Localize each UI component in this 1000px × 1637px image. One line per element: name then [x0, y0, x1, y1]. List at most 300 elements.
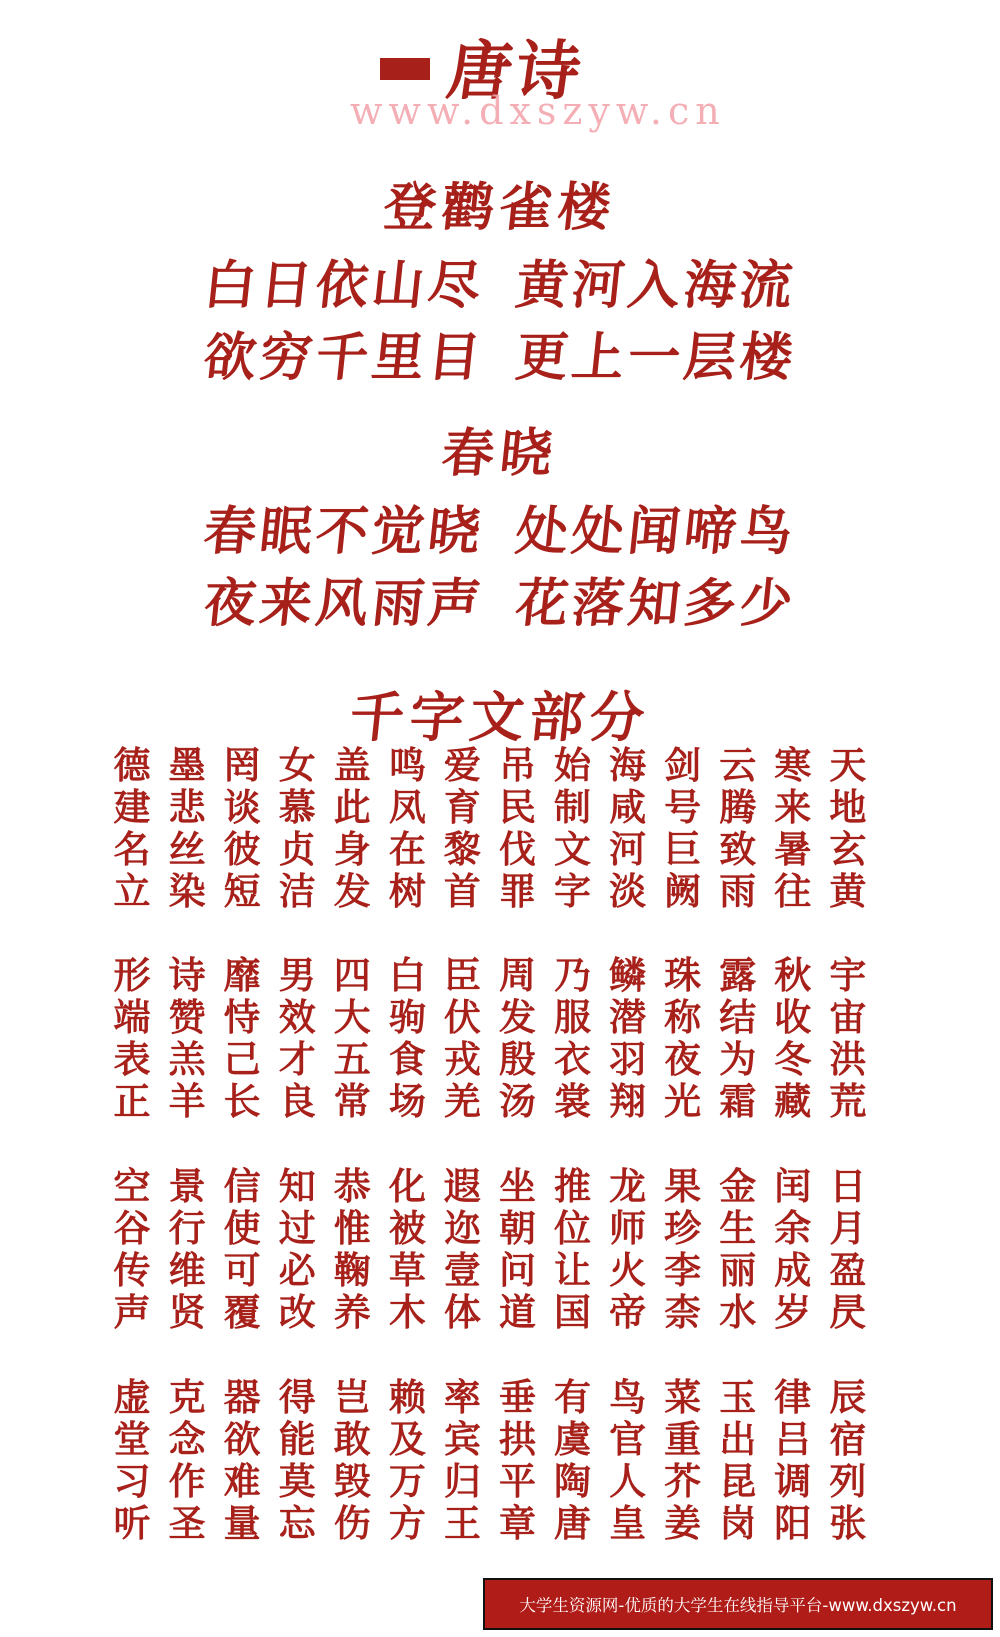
qianziwen-char: 羔: [168, 1037, 206, 1081]
qianziwen-char: 慕: [278, 785, 316, 829]
qianziwen-char: 发: [498, 995, 536, 1039]
qianziwen-char: 女: [278, 743, 316, 787]
qianziwen-char: 衣: [554, 1037, 591, 1081]
qianziwen-char: 建: [113, 785, 151, 829]
qianziwen-char: 冬: [774, 1037, 812, 1081]
qianziwen-char: 行: [168, 1206, 206, 1250]
qianziwen-char: 河: [609, 827, 647, 871]
qianziwen-char: 过: [278, 1206, 316, 1250]
qianziwen-char: 忘: [278, 1501, 316, 1545]
qianziwen-char: 爱: [443, 743, 481, 787]
qianziwen-char: 体: [443, 1290, 481, 1334]
qianziwen-char: 草: [388, 1248, 426, 1292]
qianziwen-char: 丽: [719, 1248, 757, 1292]
poem-line: [0, 255, 1000, 316]
qianziwen-char: 量: [223, 1501, 261, 1545]
qianziwen-char: 腾: [719, 785, 757, 829]
qianziwen-phrase-column: [826, 954, 870, 1122]
qianziwen-char: 短: [223, 869, 261, 913]
qianziwen-char: 改: [278, 1290, 316, 1334]
qianziwen-char: 王: [443, 1501, 481, 1545]
qianziwen-char: 鸟: [609, 1375, 647, 1419]
qianziwen-phrase-column: [440, 1165, 484, 1333]
qianziwen-char: 果: [664, 1164, 702, 1208]
qianziwen-char: 淡: [609, 869, 647, 913]
qianziwen-char: 形: [113, 953, 151, 997]
qianziwen-char: 巨: [664, 827, 702, 871]
qianziwen-char: 必: [278, 1248, 316, 1292]
qianziwen-phrase-column: [385, 1165, 429, 1333]
qianziwen-char: 国: [554, 1290, 591, 1334]
qianziwen-phrase-column: [495, 1165, 539, 1333]
qianziwen-char: 玄: [829, 827, 867, 871]
qianziwen-char: 姜: [664, 1501, 702, 1545]
qianziwen-phrase-column: [661, 954, 705, 1122]
qianziwen-char: 知: [278, 1164, 316, 1208]
qianziwen-char: 海: [609, 743, 647, 787]
qianziwen-char: 昃: [829, 1290, 867, 1334]
qianziwen-char: 余: [774, 1206, 812, 1250]
qianziwen-char: 墨: [168, 743, 206, 787]
qianziwen-title: 千字文部分: [346, 685, 654, 749]
qianziwen-char: 才: [278, 1037, 316, 1081]
qianziwen-char: 称: [664, 995, 702, 1039]
qianziwen-char: 露: [719, 953, 757, 997]
qianziwen-char: 迩: [443, 1206, 481, 1250]
qianziwen-phrase-column: [771, 1165, 815, 1333]
qianziwen-phrase-column: [606, 1376, 650, 1544]
qianziwen-char: 欲: [223, 1417, 261, 1461]
qianziwen-char: 闰: [774, 1164, 812, 1208]
qianziwen-char: 成: [774, 1248, 812, 1292]
qianziwen-char: 表: [113, 1037, 151, 1081]
qianziwen-char: 立: [113, 869, 151, 913]
qianziwen-char: 黄: [829, 869, 867, 913]
qianziwen-char: 恃: [223, 995, 261, 1039]
qianziwen-phrase-column: [440, 954, 484, 1122]
qianziwen-char: 诗: [168, 953, 206, 997]
qianziwen-char: 臣: [443, 953, 481, 997]
qianziwen-char: 岂: [333, 1375, 371, 1419]
qianziwen-char: 雨: [719, 869, 757, 913]
qianziwen-char: 名: [113, 827, 151, 871]
qianziwen-phrase-column: [220, 1165, 264, 1333]
poem-line: [0, 573, 1000, 634]
qianziwen-block: [110, 1376, 870, 1544]
qianziwen-char: 此: [333, 785, 371, 829]
qianziwen-char: 树: [388, 869, 426, 913]
qianziwen-char: 效: [278, 995, 316, 1039]
qianziwen-char: 大: [333, 995, 371, 1039]
qianziwen-char: 调: [774, 1459, 812, 1503]
qianziwen-char: 难: [223, 1459, 261, 1503]
qianziwen-phrase-column: [220, 954, 264, 1122]
qianziwen-phrase-column: [440, 1376, 484, 1544]
poem-line: [0, 501, 1000, 562]
qianziwen-char: 收: [774, 995, 812, 1039]
qianziwen-char: 地: [829, 785, 867, 829]
qianziwen-char: 李: [664, 1248, 702, 1292]
qianziwen-char: 致: [719, 827, 757, 871]
qianziwen-char: 洁: [278, 869, 316, 913]
qianziwen-char: 率: [443, 1375, 481, 1419]
qianziwen-phrase-column: [385, 1376, 429, 1544]
qianziwen-char: 虞: [554, 1417, 591, 1461]
qianziwen-phrase-column: [826, 1376, 870, 1544]
qianziwen-phrase-column: [495, 1376, 539, 1544]
qianziwen-char: 民: [498, 785, 536, 829]
qianziwen-char: 传: [113, 1248, 151, 1292]
qianziwen-char: 号: [664, 785, 702, 829]
qianziwen-char: 天: [829, 743, 867, 787]
qianziwen-phrase-column: [110, 744, 154, 912]
qianziwen-char: 师: [609, 1206, 647, 1250]
qianziwen-char: 黎: [443, 827, 481, 871]
qianziwen-char: 始: [554, 743, 591, 787]
qianziwen-char: 覆: [223, 1290, 261, 1334]
qianziwen-char: 文: [554, 827, 591, 871]
qianziwen-char: 毁: [333, 1459, 371, 1503]
qianziwen-char: 归: [443, 1459, 481, 1503]
qianziwen-char: 念: [168, 1417, 206, 1461]
title-accent-bar: [380, 58, 430, 80]
qianziwen-char: 彼: [223, 827, 261, 871]
qianziwen-char: 化: [388, 1164, 426, 1208]
poem-title: 春晓: [438, 423, 562, 484]
poem-line: [0, 327, 1000, 388]
footer-banner-text: 大学生资源网-优质的大学生在线指导平台-www.dxszyw.cn: [519, 1596, 957, 1615]
qianziwen-phrase-column: [275, 1376, 319, 1544]
qianziwen-char: 唐: [554, 1501, 591, 1545]
qianziwen-char: 玉: [719, 1375, 757, 1419]
qianziwen-char: 让: [554, 1248, 591, 1292]
qianziwen-char: 寒: [774, 743, 812, 787]
qianziwen-char: 翔: [609, 1079, 647, 1123]
footer-banner: [483, 1578, 993, 1630]
qianziwen-char: 结: [719, 995, 757, 1039]
qianziwen-phrase-column: [220, 1376, 264, 1544]
qianziwen-phrase-column: [330, 744, 374, 912]
qianziwen-char: 端: [113, 995, 151, 1039]
qianziwen-char: 人: [609, 1459, 647, 1503]
qianziwen-char: 鳞: [609, 953, 647, 997]
poem-half-line: 夜来风雨声: [200, 573, 488, 634]
qianziwen-char: 水: [719, 1290, 757, 1334]
qianziwen-char: 赖: [388, 1375, 426, 1419]
qianziwen-char: 凤: [388, 785, 426, 829]
qianziwen-char: 裳: [554, 1079, 591, 1123]
qianziwen-char: 己: [223, 1037, 261, 1081]
qianziwen-char: 宾: [443, 1417, 481, 1461]
qianziwen-phrase-column: [826, 744, 870, 912]
qianziwen-char: 岗: [719, 1501, 757, 1545]
qianziwen-char: 垂: [498, 1375, 536, 1419]
qianziwen-char: 在: [388, 827, 426, 871]
poem-half-line: 白日依山尽: [200, 255, 488, 316]
qianziwen-phrase-column: [110, 954, 154, 1122]
qianziwen-char: 长: [223, 1079, 261, 1123]
qianziwen-phrase-column: [330, 1376, 374, 1544]
qianziwen-char: 习: [113, 1459, 151, 1503]
qianziwen-phrase-column: [551, 744, 595, 912]
qianziwen-char: 珠: [664, 953, 702, 997]
qianziwen-char: 荒: [829, 1079, 867, 1123]
poem-half-line: 黄河入海流: [512, 255, 800, 316]
qianziwen-phrase-column: [826, 1165, 870, 1333]
qianziwen-char: 恭: [333, 1164, 371, 1208]
qianziwen-char: 羌: [443, 1079, 481, 1123]
qianziwen-char: 夜: [664, 1037, 702, 1081]
qianziwen-char: 暑: [774, 827, 812, 871]
qianziwen-char: 金: [719, 1164, 757, 1208]
qianziwen-phrase-column: [771, 744, 815, 912]
qianziwen-char: 官: [609, 1417, 647, 1461]
qianziwen-char: 克: [168, 1375, 206, 1419]
qianziwen-char: 鸣: [388, 743, 426, 787]
qianziwen-char: 正: [113, 1079, 151, 1123]
qianziwen-char: 羽: [609, 1037, 647, 1081]
qianziwen-char: 德: [113, 743, 151, 787]
qianziwen-char: 云: [719, 743, 757, 787]
qianziwen-char: 辰: [829, 1375, 867, 1419]
qianziwen-char: 芥: [664, 1459, 702, 1503]
qianziwen-char: 器: [223, 1375, 261, 1419]
qianziwen-char: 伐: [498, 827, 536, 871]
qianziwen-phrase-column: [385, 744, 429, 912]
qianziwen-char: 染: [168, 869, 206, 913]
qianziwen-char: 发: [333, 869, 371, 913]
qianziwen-char: 霜: [719, 1079, 757, 1123]
qianziwen-char: 能: [278, 1417, 316, 1461]
qianziwen-char: 坐: [498, 1164, 536, 1208]
qianziwen-char: 听: [113, 1501, 151, 1545]
qianziwen-char: 五: [333, 1037, 371, 1081]
qianziwen-char: 日: [829, 1164, 867, 1208]
qianziwen-char: 岁: [774, 1290, 812, 1334]
qianziwen-phrase-column: [606, 954, 650, 1122]
qianziwen-char: 月: [829, 1206, 867, 1250]
qianziwen-char: 莫: [278, 1459, 316, 1503]
qianziwen-phrase-column: [771, 1376, 815, 1544]
qianziwen-phrase-column: [275, 744, 319, 912]
qianziwen-char: 潜: [609, 995, 647, 1039]
qianziwen-block: [110, 744, 870, 912]
qianziwen-char: 出: [719, 1417, 757, 1461]
qianziwen-char: 伏: [443, 995, 481, 1039]
qianziwen-phrase-column: [330, 954, 374, 1122]
poem-half-line: 春眠不觉晓: [200, 501, 488, 562]
qianziwen-char: 食: [388, 1037, 426, 1081]
qianziwen-char: 堂: [113, 1417, 151, 1461]
qianziwen-char: 推: [554, 1164, 591, 1208]
qianziwen-char: 列: [829, 1459, 867, 1503]
qianziwen-phrase-column: [385, 954, 429, 1122]
qianziwen-char: 剑: [664, 743, 702, 787]
qianziwen-char: 贤: [168, 1290, 206, 1334]
qianziwen-char: 菜: [664, 1375, 702, 1419]
qianziwen-phrase-column: [716, 744, 760, 912]
qianziwen-phrase-column: [220, 744, 264, 912]
qianziwen-char: 羊: [168, 1079, 206, 1123]
qianziwen-char: 作: [168, 1459, 206, 1503]
qianziwen-char: 得: [278, 1375, 316, 1419]
qianziwen-char: 丝: [168, 827, 206, 871]
qianziwen-char: 惟: [333, 1206, 371, 1250]
qianziwen-phrase-column: [606, 1165, 650, 1333]
qianziwen-char: 敢: [333, 1417, 371, 1461]
qianziwen-char: 空: [113, 1164, 151, 1208]
qianziwen-char: 咸: [609, 785, 647, 829]
poem-half-line: 欲穷千里目: [200, 327, 488, 388]
qianziwen-char: 制: [554, 785, 591, 829]
qianziwen-char: 赞: [168, 995, 206, 1039]
qianziwen-char: 殷: [498, 1037, 536, 1081]
qianziwen-char: 吊: [498, 743, 536, 787]
qianziwen-char: 万: [388, 1459, 426, 1503]
qianziwen-char: 场: [388, 1079, 426, 1123]
section-title: 唐诗: [442, 34, 590, 109]
qianziwen-phrase-column: [165, 744, 209, 912]
qianziwen-char: 白: [388, 953, 426, 997]
qianziwen-char: 来: [774, 785, 812, 829]
qianziwen-phrase-column: [440, 744, 484, 912]
qianziwen-char: 方: [388, 1501, 426, 1545]
qianziwen-char: 四: [333, 953, 371, 997]
qianziwen-char: 珍: [664, 1206, 702, 1250]
qianziwen-char: 道: [498, 1290, 536, 1334]
qianziwen-phrase-column: [110, 1376, 154, 1544]
qianziwen-phrase-column: [716, 1165, 760, 1333]
qianziwen-char: 洪: [829, 1037, 867, 1081]
qianziwen-char: 为: [719, 1037, 757, 1081]
qianziwen-phrase-column: [661, 1165, 705, 1333]
qianziwen-char: 光: [664, 1079, 702, 1123]
qianziwen-char: 圣: [168, 1501, 206, 1545]
qianziwen-char: 柰: [664, 1290, 702, 1334]
qianziwen-char: 重: [664, 1417, 702, 1461]
qianziwen-char: 良: [278, 1079, 316, 1123]
qianziwen-phrase-column: [330, 1165, 374, 1333]
qianziwen-char: 养: [333, 1290, 371, 1334]
qianziwen-phrase-column: [771, 954, 815, 1122]
qianziwen-char: 盖: [333, 743, 371, 787]
qianziwen-char: 律: [774, 1375, 812, 1419]
qianziwen-char: 戎: [443, 1037, 481, 1081]
qianziwen-char: 首: [443, 869, 481, 913]
qianziwen-char: 虚: [113, 1375, 151, 1419]
qianziwen-char: 帝: [609, 1290, 647, 1334]
qianziwen-char: 鞠: [333, 1248, 371, 1292]
qianziwen-char: 贞: [278, 827, 316, 871]
poem-half-line: 处处闻啼鸟: [512, 501, 800, 562]
qianziwen-phrase-column: [551, 954, 595, 1122]
qianziwen-char: 往: [774, 869, 812, 913]
qianziwen-char: 靡: [223, 953, 261, 997]
poem-half-line: 花落知多少: [512, 573, 800, 634]
qianziwen-char: 昆: [719, 1459, 757, 1503]
qianziwen-phrase-column: [165, 1376, 209, 1544]
qianziwen-phrase-column: [661, 744, 705, 912]
qianziwen-block: [110, 1165, 870, 1333]
watermark-url: www.dxszyw.cn: [350, 89, 726, 133]
qianziwen-char: 及: [388, 1417, 426, 1461]
qianziwen-phrase-column: [495, 744, 539, 912]
qianziwen-char: 有: [554, 1375, 591, 1419]
qianziwen-char: 服: [554, 995, 591, 1039]
qianziwen-char: 伤: [333, 1501, 371, 1545]
qianziwen-phrase-column: [661, 1376, 705, 1544]
qianziwen-char: 悲: [168, 785, 206, 829]
qianziwen-phrase-column: [275, 954, 319, 1122]
poem-dengguanquelou: [0, 177, 1000, 404]
qianziwen-phrase-column: [275, 1165, 319, 1333]
qianziwen-char: 育: [443, 785, 481, 829]
qianziwen-char: 声: [113, 1290, 151, 1334]
qianziwen-phrase-column: [551, 1165, 595, 1333]
qianziwen-phrase-column: [110, 1165, 154, 1333]
qianziwen-char: 位: [554, 1206, 591, 1250]
qianziwen-phrase-column: [716, 1376, 760, 1544]
qianziwen-char: 拱: [498, 1417, 536, 1461]
qianziwen-char: 壹: [443, 1248, 481, 1292]
poem-chunxiao: [0, 423, 1000, 650]
qianziwen-char: 可: [223, 1248, 261, 1292]
poem-half-line: 更上一层楼: [512, 327, 800, 388]
qianziwen-char: 遐: [443, 1164, 481, 1208]
qianziwen-char: 朝: [498, 1206, 536, 1250]
qianziwen-char: 吕: [774, 1417, 812, 1461]
qianziwen-phrase-column: [495, 954, 539, 1122]
qianziwen-char: 章: [498, 1501, 536, 1545]
qianziwen-phrase-column: [606, 744, 650, 912]
qianziwen-char: 火: [609, 1248, 647, 1292]
qianziwen-char: 阙: [664, 869, 702, 913]
qianziwen-char: 平: [498, 1459, 536, 1503]
qianziwen-char: 宙: [829, 995, 867, 1039]
qianziwen-char: 罪: [498, 869, 536, 913]
qianziwen-char: 常: [333, 1079, 371, 1123]
qianziwen-char: 问: [498, 1248, 536, 1292]
qianziwen-char: 龙: [609, 1164, 647, 1208]
qianziwen-char: 信: [223, 1164, 261, 1208]
qianziwen-phrase-column: [716, 954, 760, 1122]
qianziwen-char: 谷: [113, 1206, 151, 1250]
qianziwen-char: 宿: [829, 1417, 867, 1461]
qianziwen-char: 宇: [829, 953, 867, 997]
qianziwen-char: 皇: [609, 1501, 647, 1545]
qianziwen-phrase-column: [165, 954, 209, 1122]
qianziwen-char: 秋: [774, 953, 812, 997]
qianziwen-char: 张: [829, 1501, 867, 1545]
qianziwen-char: 阳: [774, 1501, 812, 1545]
qianziwen-char: 周: [498, 953, 536, 997]
qianziwen-char: 驹: [388, 995, 426, 1039]
qianziwen-char: 字: [554, 869, 591, 913]
qianziwen-char: 使: [223, 1206, 261, 1250]
qianziwen-phrase-column: [551, 1376, 595, 1544]
qianziwen-char: 谈: [223, 785, 261, 829]
qianziwen-char: 罔: [223, 743, 261, 787]
qianziwen-char: 男: [278, 953, 316, 997]
qianziwen-char: 被: [388, 1206, 426, 1250]
qianziwen-char: 藏: [774, 1079, 812, 1123]
qianziwen-char: 身: [333, 827, 371, 871]
poem-title: 登鹳雀楼: [380, 177, 620, 238]
qianziwen-char: 陶: [554, 1459, 591, 1503]
qianziwen-char: 景: [168, 1164, 206, 1208]
qianziwen-char: 乃: [554, 953, 591, 997]
qianziwen-char: 盈: [829, 1248, 867, 1292]
